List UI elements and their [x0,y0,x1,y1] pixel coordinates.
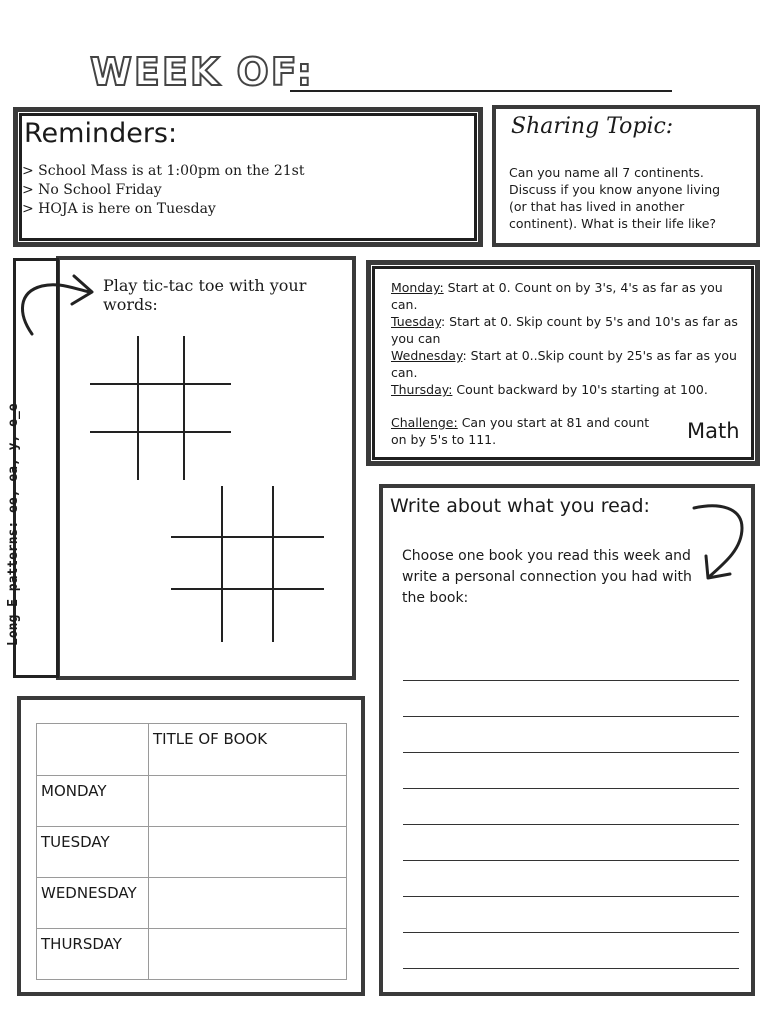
book-title-cell[interactable] [149,827,347,878]
math-item-monday: Monday: Start at 0. Count on by 3's, 4's as far as you can. [391,280,723,312]
table-header-title: TITLE OF BOOK [149,724,347,776]
table-row [37,827,347,878]
sharing-topic-text: Can you name all 7 continents. Discuss if you know anyone living (or that has lived in another continent). What is their life like? [509,165,721,231]
writing-title: Write about what you read: [390,495,650,517]
day-label: WEDNESDAY [37,878,149,929]
reading-log-table [36,723,347,980]
tic-tac-toe-instruction: Play tic-tac toe with your words: [103,276,307,314]
reminder-item: > HOJA is here on Tuesday [22,201,216,217]
writing-instruction: Choose one book you read this week and write a personal connection you had with the book: [402,548,692,606]
math-label: Math [687,419,740,443]
day-label: MONDAY [37,776,149,827]
table-header-blank [37,724,149,776]
grid-line [90,383,231,385]
writing-line [403,860,739,861]
grid-line [183,336,185,480]
reminder-item: > No School Friday [22,182,162,198]
long-e-patterns-label: Long E patterns: ee, ea, y, e_e [6,403,21,646]
math-challenge: Challenge: Can you start at 81 and count on by 5's to 111. [391,415,650,447]
reminders-title: Reminders: [24,118,178,149]
reminder-item: > School Mass is at 1:00pm on the 21st [22,163,305,179]
writing-line [403,896,739,897]
writing-line [403,824,739,825]
writing-line [403,716,739,717]
curved-arrow-down-icon [690,498,750,588]
writing-line [403,752,739,753]
table-row [37,878,347,929]
reminders-list [22,162,304,219]
table-header-row [37,724,347,776]
day-label: TUESDAY [37,827,149,878]
writing-line [403,932,739,933]
week-of-blank-line [290,90,672,92]
math-item-wednesday: Wednesday: Start at 0..Skip count by 25's as far as you can. [391,348,737,380]
grid-line [272,486,274,642]
grid-line [171,588,324,590]
book-title-cell[interactable] [149,878,347,929]
day-label: THURSDAY [37,929,149,980]
curved-arrow-icon [10,262,110,352]
math-item-tuesday: Tuesday: Start at 0. Skip count by 5's and 10's as far as you can [391,314,738,346]
writing-line [403,680,739,681]
table-row [37,929,347,980]
table-row [37,776,347,827]
grid-line [221,486,223,642]
writing-line [403,788,739,789]
book-title-cell[interactable] [149,776,347,827]
math-item-thursday: Thursday: Count backward by 10's starting at 100. [391,382,708,397]
page-title: WEEK OF: [90,50,314,94]
grid-line [90,431,231,433]
grid-line [137,336,139,480]
book-title-cell[interactable] [149,929,347,980]
grid-line [171,536,324,538]
sharing-topic-title: Sharing Topic: [511,114,674,139]
writing-line [403,968,739,969]
